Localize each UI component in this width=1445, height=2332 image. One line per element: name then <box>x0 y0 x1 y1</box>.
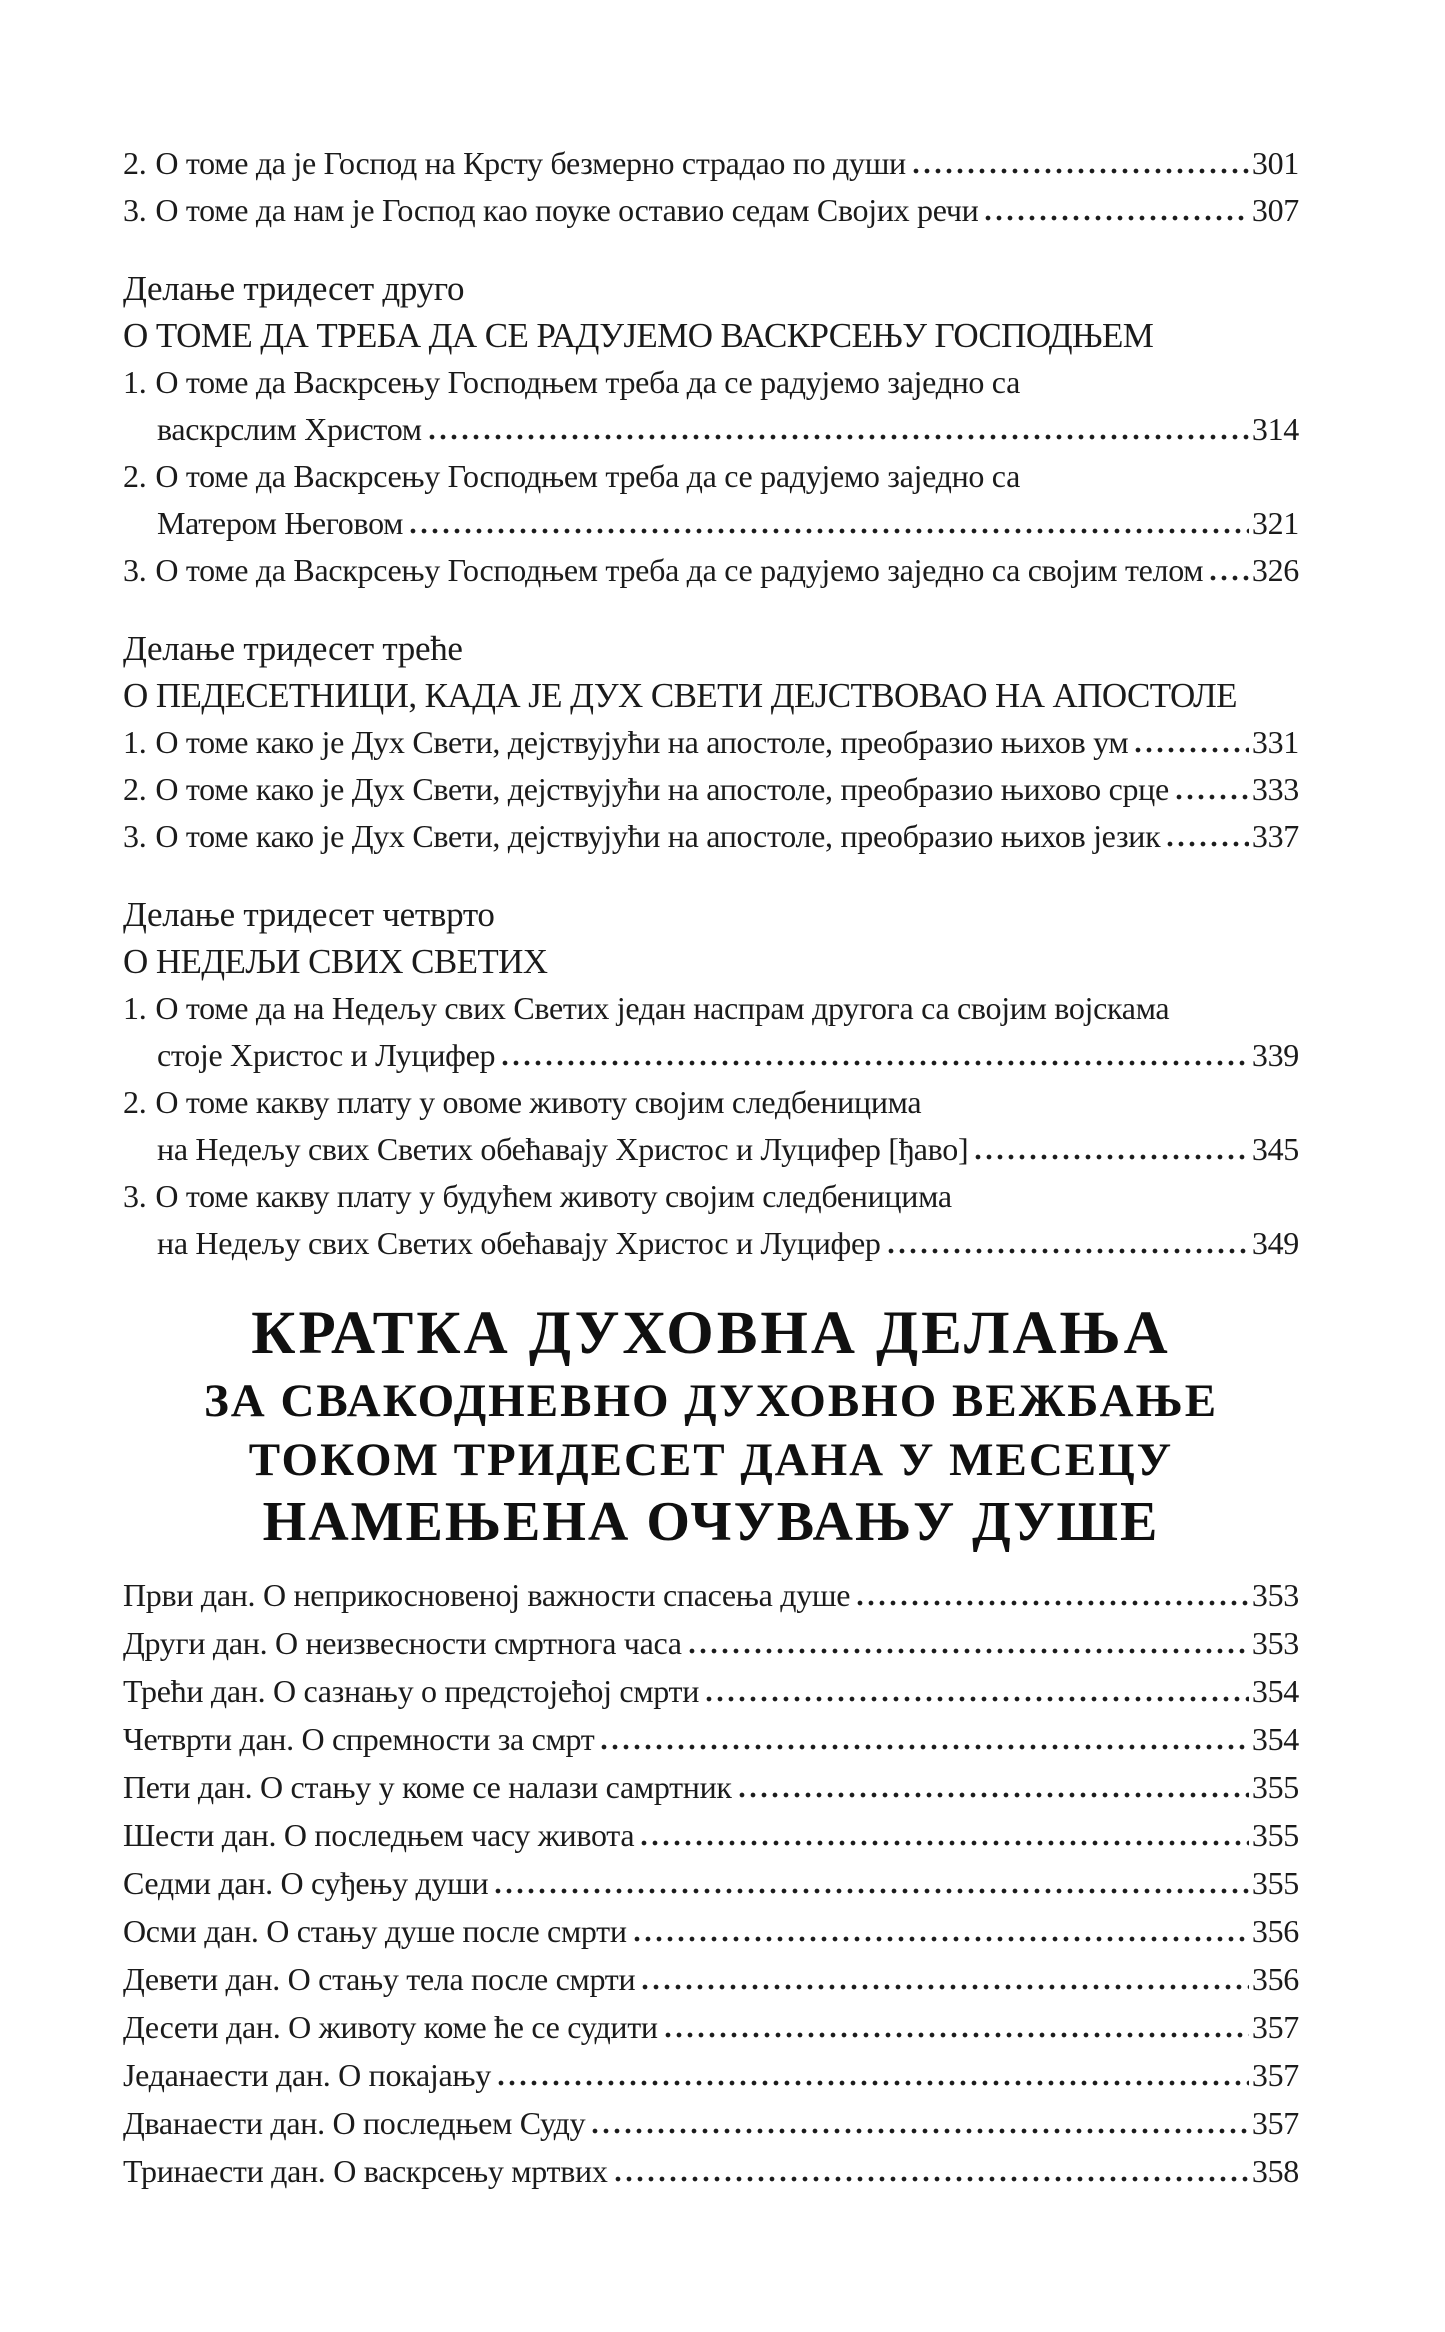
toc-entry-page-number: 339 <box>1251 1037 1299 1073</box>
toc-day-entry-row <box>123 1907 1299 1955</box>
dot-leader <box>913 168 1249 174</box>
dot-leader <box>601 1744 1248 1750</box>
toc-entry-row <box>123 719 1299 766</box>
toc-day-entry-row <box>123 1715 1299 1763</box>
toc-day-entry-text: Шести дан. О последњем часу живота <box>123 1817 635 1853</box>
toc-entry-text: О томе да Васкрсењу Господњем треба да се радујемо заједно са <box>155 458 1020 494</box>
section-heading: О ТОМЕ ДА ТРЕБА ДА СЕ РАДУЈЕМО ВАСКРСЕЊУ ГОСПОДЊЕМ <box>123 316 1154 355</box>
toc-day-entry-page-number: 354 <box>1251 1721 1299 1757</box>
dot-leader <box>641 1840 1249 1846</box>
toc-day-entry-row <box>123 1763 1299 1811</box>
toc-sections <box>123 265 1299 1267</box>
toc-entry-page-number: 326 <box>1251 552 1299 588</box>
dot-leader <box>502 1060 1249 1066</box>
dot-leader <box>410 528 1249 534</box>
toc-entry-number: 3. <box>123 552 147 588</box>
toc-day-entry-page-number: 354 <box>1251 1673 1299 1709</box>
toc-entry-row <box>123 140 1299 187</box>
toc-entry-row <box>123 766 1299 813</box>
part-title-line: ЗА СВАКОДНЕВНО ДУХОВНО ВЕЖБАЊЕ <box>203 1375 1219 1427</box>
dot-leader <box>739 1792 1249 1798</box>
section-heading: О НЕДЕЉИ СВИХ СВЕТИХ <box>123 942 548 981</box>
toc-day-entry-text: Једанаести дан. О покајању <box>123 2057 491 2093</box>
toc-day-entry-row <box>123 2099 1299 2147</box>
toc-day-entry-row <box>123 1859 1299 1907</box>
dot-leader <box>1176 794 1249 800</box>
part-title-line: ТОКОМ ТРИДЕСЕТ ДАНА У МЕСЕЦУ <box>248 1434 1174 1486</box>
toc-entry-row <box>123 1173 1299 1220</box>
toc-day-entry-row <box>123 1955 1299 2003</box>
toc-entry-row-continued <box>123 500 1299 547</box>
part-title-line: НАМЕЊЕНА ОЧУВАЊУ ДУШЕ <box>262 1491 1160 1553</box>
toc-day-entry-page-number: 358 <box>1251 2153 1299 2189</box>
dot-leader <box>689 1648 1249 1654</box>
toc-entry-number: 2. <box>123 1084 147 1120</box>
toc-day-entry-text: Пети дан. О стању у коме се налази самртник <box>123 1769 732 1805</box>
toc-entry-text: О томе какву плату у овоме животу својим следбеницима <box>155 1084 922 1120</box>
toc-entry-number: 2. <box>123 145 147 181</box>
toc-day-entry-page-number: 353 <box>1251 1577 1299 1613</box>
toc-entry-text: О томе да нам је Господ као поуке оставио седам Својих речи <box>155 192 979 228</box>
dot-leader <box>706 1696 1249 1702</box>
dot-leader <box>857 1600 1249 1606</box>
dot-leader <box>495 1888 1249 1894</box>
toc-entry-text: О томе какву плату у будућем животу својим следбеницима <box>155 1178 952 1214</box>
toc-day-entry-row <box>123 1667 1299 1715</box>
part-title-line: КРАТКА ДУХОВНА ДЕЛАЊА <box>251 1300 1171 1367</box>
toc-day-entry-text: Дванаести дан. О последњем Суду <box>123 2105 586 2141</box>
toc-entry-text: О томе да Васкрсењу Господњем треба да се радујемо заједно са својим телом <box>155 552 1204 588</box>
toc-entry-page-number: 331 <box>1251 724 1299 760</box>
toc-day-entry-page-number: 355 <box>1251 1817 1299 1853</box>
toc-day-entry-text: Трећи дан. О сазнању о предстојећој смрти <box>123 1673 700 1709</box>
section-label: Делање тридесет треће <box>123 629 463 668</box>
toc-entry-page-number: 349 <box>1251 1225 1299 1261</box>
toc-entry-text: О томе да је Господ на Крсту безмерно страдао по души <box>155 145 906 181</box>
toc-section <box>123 891 1299 1267</box>
toc-day-entry-page-number: 357 <box>1251 2057 1299 2093</box>
toc-day-entry-text: Четврти дан. О спремности за смрт <box>123 1721 595 1757</box>
toc-day-entry-page-number: 356 <box>1251 1961 1299 1997</box>
toc-day-entry-text: Десети дан. О животу коме ће се судити <box>123 2009 658 2045</box>
section-label: Делање тридесет четврто <box>123 895 495 934</box>
toc-entry-number: 3. <box>123 1178 147 1214</box>
toc-entry-page-number: 301 <box>1251 145 1299 181</box>
toc-day-entry-page-number: 355 <box>1251 1769 1299 1805</box>
toc-entry-row <box>123 359 1299 406</box>
toc-entry-page-number: 307 <box>1251 192 1299 228</box>
toc-entry-row <box>123 1079 1299 1126</box>
toc-day-entry-page-number: 356 <box>1251 1913 1299 1949</box>
dot-leader <box>498 2080 1249 2086</box>
toc-entry-text-continued: Матером Његовом <box>157 505 404 541</box>
section-heading: О ПЕДЕСЕТНИЦИ, КАДА ЈЕ ДУХ СВЕТИ ДЕЈСТВОВАО НА АПОСТОЛЕ <box>123 676 1237 715</box>
toc-day-entry-page-number: 357 <box>1251 2009 1299 2045</box>
toc-day-entry-text: Седми дан. О суђењу души <box>123 1865 489 1901</box>
toc-entry-row-continued <box>123 1126 1299 1173</box>
toc-entry-text: О томе како је Дух Свети, дејствујући на апостоле, преобразио њихов језик <box>155 818 1161 854</box>
toc-day-entry-row <box>123 2051 1299 2099</box>
toc-entry-row <box>123 813 1299 860</box>
toc-entry-row <box>123 187 1299 234</box>
toc-section <box>123 265 1299 594</box>
toc-entry-page-number: 337 <box>1251 818 1299 854</box>
toc-day-entry-row <box>123 1571 1299 1619</box>
section-label: Делање тридесет друго <box>123 269 465 308</box>
toc-entry-page-number: 333 <box>1251 771 1299 807</box>
dot-leader <box>1135 747 1249 753</box>
toc-entry-page-number: 314 <box>1251 411 1299 447</box>
dot-leader <box>975 1154 1249 1160</box>
toc-entry-row <box>123 453 1299 500</box>
toc-entry-text: О томе како је Дух Свети, дејствујући на апостоле, преобразио њихов ум <box>155 724 1129 760</box>
toc-day-entry-text: Први дан. О неприкосновеној важности спасења душе <box>123 1577 851 1613</box>
toc-entry-number: 1. <box>123 990 147 1026</box>
toc-entry-page-number: 345 <box>1251 1131 1299 1167</box>
toc-day-entry-row <box>123 2147 1299 2195</box>
dot-leader <box>1210 575 1249 581</box>
toc-entry-text: О томе да Васкрсењу Господњем треба да се радујемо заједно са <box>155 364 1020 400</box>
part-title-block <box>123 1297 1299 1555</box>
toc-entry-number: 3. <box>123 818 147 854</box>
dot-leader <box>665 2032 1249 2038</box>
toc-entry-text-continued: васкрслим Христом <box>157 411 422 447</box>
toc-entry-text-continued: на Недељу свих Светих обећавају Христос и Луцифер <box>157 1225 881 1261</box>
toc-entry-number: 2. <box>123 771 147 807</box>
toc-entry-number: 2. <box>123 458 147 494</box>
toc-entry-row-continued <box>123 406 1299 453</box>
toc-leading-items <box>123 140 1299 234</box>
toc-day-entry-page-number: 357 <box>1251 2105 1299 2141</box>
toc-section <box>123 625 1299 860</box>
toc-entry-number: 3. <box>123 192 147 228</box>
toc-entry-row-continued <box>123 1032 1299 1079</box>
toc-day-entry-page-number: 353 <box>1251 1625 1299 1661</box>
dot-leader <box>429 434 1249 440</box>
toc-entry-number: 1. <box>123 364 147 400</box>
dot-leader <box>592 2128 1249 2134</box>
toc-day-entry-row <box>123 1811 1299 1859</box>
toc-entry-text-continued: на Недељу свих Светих обећавају Христос и Луцифер [ђаво] <box>157 1131 969 1167</box>
dot-leader <box>615 2176 1249 2182</box>
toc-day-entry-text: Девети дан. О стању тела после смрти <box>123 1961 636 1997</box>
dot-leader <box>634 1936 1249 1942</box>
toc-day-entry-text: Тринаести дан. О васкрсењу мртвих <box>123 2153 608 2189</box>
dot-leader <box>1167 841 1249 847</box>
toc-entry-page-number: 321 <box>1251 505 1299 541</box>
toc-days-list <box>123 1571 1299 2195</box>
dot-leader <box>888 1248 1249 1254</box>
toc-entry-row <box>123 547 1299 594</box>
toc-entry-row-continued <box>123 1220 1299 1267</box>
toc-entry-text-continued: стоје Христос и Луцифер <box>157 1037 496 1073</box>
toc-entry-text: О томе да на Недељу свих Светих један наспрам другога са својим војскама <box>155 990 1170 1026</box>
toc-entry-text: О томе како је Дух Свети, дејствујући на апостоле, преобразио њихово срце <box>155 771 1169 807</box>
dot-leader <box>642 1984 1249 1990</box>
dot-leader <box>985 215 1248 221</box>
toc-entry-number: 1. <box>123 724 147 760</box>
toc-day-entry-row <box>123 2003 1299 2051</box>
toc-day-entry-text: Осми дан. О стању душе после смрти <box>123 1913 627 1949</box>
toc-day-entry-row <box>123 1619 1299 1667</box>
toc-day-entry-page-number: 355 <box>1251 1865 1299 1901</box>
toc-day-entry-text: Други дан. О неизвесности смртнога часа <box>123 1625 682 1661</box>
toc-entry-row <box>123 985 1299 1032</box>
